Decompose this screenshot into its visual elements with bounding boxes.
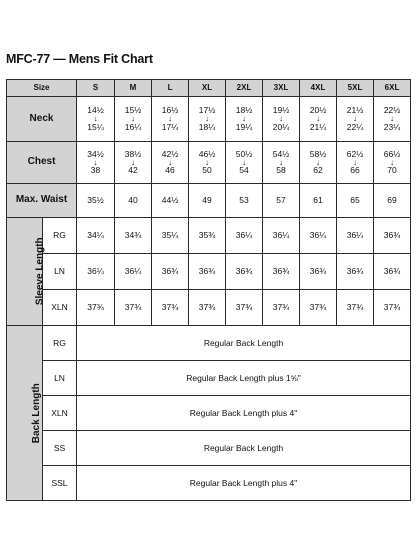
waist-cell: 65 (337, 184, 374, 218)
back-length-row (7, 396, 411, 431)
size-header-label: Size (7, 80, 77, 97)
size-col-header: S (77, 80, 115, 97)
neck-cell: 19½ ↓ 20¼ (263, 97, 300, 142)
sleeve-cell: 35¼ (152, 218, 189, 254)
waist-cell: 61 (300, 184, 337, 218)
neck-row (7, 97, 411, 142)
sleeve-cell: 36¾ (300, 254, 337, 290)
chest-cell: 66½ ↓ 70 (374, 142, 411, 184)
neck-cell: 21½ ↓ 22¼ (337, 97, 374, 142)
down-arrow-icon: ↓ (242, 157, 247, 167)
chest-cell: 42½ ↓ 46 (152, 142, 189, 184)
down-arrow-icon: ↓ (93, 114, 98, 124)
neck-cell: 16½ ↓ 17¼ (152, 97, 189, 142)
sleeve-cell: 36¾ (189, 254, 226, 290)
back-length-value: Regular Back Length (77, 326, 411, 361)
back-length-value: Regular Back Length plus 1⅝" (77, 361, 411, 396)
down-arrow-icon: ↓ (168, 114, 173, 124)
back-length-value: Regular Back Length plus 4" (77, 396, 411, 431)
size-col-header: 3XL (263, 80, 300, 97)
chest-cell: 34½ ↓ 38 (77, 142, 115, 184)
down-arrow-icon: ↓ (390, 157, 395, 167)
sleeve-cell: 37¾ (115, 290, 152, 326)
down-arrow-icon: ↓ (353, 157, 358, 167)
size-header-row (7, 80, 411, 97)
sleeve-cell: 36¾ (374, 254, 411, 290)
neck-cell: 22½ ↓ 23¼ (374, 97, 411, 142)
neck-label: Neck (7, 97, 77, 142)
chest-cell: 46½ ↓ 50 (189, 142, 226, 184)
chest-label: Chest (7, 142, 77, 184)
sleeve-cell: 37¾ (226, 290, 263, 326)
down-arrow-icon: ↓ (353, 114, 358, 124)
size-col-header: 6XL (374, 80, 411, 97)
chest-cell: 54½ ↓ 58 (263, 142, 300, 184)
back-length-code: SS (43, 431, 77, 466)
size-col-header: 4XL (300, 80, 337, 97)
sleeve-cell: 37¾ (374, 290, 411, 326)
neck-cell: 20½ ↓ 21¼ (300, 97, 337, 142)
waist-cell: 53 (226, 184, 263, 218)
sleeve-cell: 36¾ (263, 254, 300, 290)
sleeve-cell: 36¼ (226, 218, 263, 254)
sleeve-cell: 36¼ (115, 254, 152, 290)
sleeve-code: RG (43, 218, 77, 254)
sleeve-cell: 35¾ (189, 218, 226, 254)
sleeve-cell: 37¾ (300, 290, 337, 326)
chest-cell: 50½ ↓ 54 (226, 142, 263, 184)
down-arrow-icon: ↓ (93, 157, 98, 167)
down-arrow-icon: ↓ (316, 114, 321, 124)
down-arrow-icon: ↓ (279, 114, 284, 124)
waist-cell: 35½ (77, 184, 115, 218)
down-arrow-icon: ↓ (279, 157, 284, 167)
neck-cell: 14½ ↓ 15¼ (77, 97, 115, 142)
waist-label: Max. Waist (7, 184, 77, 218)
chest-row (7, 142, 411, 184)
chest-cell: 38½ ↓ 42 (115, 142, 152, 184)
sleeve-cell: 37¾ (189, 290, 226, 326)
sleeve-code: XLN (43, 290, 77, 326)
sleeve-cell: 36¼ (77, 254, 115, 290)
sleeve-cell: 36¾ (374, 218, 411, 254)
back-length-value: Regular Back Length plus 4" (77, 466, 411, 501)
sleeve-cell: 36¼ (263, 218, 300, 254)
sleeve-cell: 34¼ (77, 218, 115, 254)
sleeve-cell: 36¾ (226, 254, 263, 290)
sleeve-row (7, 218, 411, 254)
back-length-row (7, 466, 411, 501)
sleeve-cell: 36¾ (152, 254, 189, 290)
waist-cell: 40 (115, 184, 152, 218)
down-arrow-icon: ↓ (242, 114, 247, 124)
back-length-row (7, 326, 411, 361)
neck-cell: 15½ ↓ 16¼ (115, 97, 152, 142)
sleeve-row (7, 254, 411, 290)
neck-cell: 18½ ↓ 19¼ (226, 97, 263, 142)
waist-cell: 49 (189, 184, 226, 218)
down-arrow-icon: ↓ (390, 114, 395, 124)
back-length-code: RG (43, 326, 77, 361)
sleeve-cell: 36¼ (300, 218, 337, 254)
down-arrow-icon: ↓ (168, 157, 173, 167)
size-col-header: 5XL (337, 80, 374, 97)
sleeve-code: LN (43, 254, 77, 290)
size-col-header: XL (189, 80, 226, 97)
size-col-header: M (115, 80, 152, 97)
sleeve-length-label: Sleeve Length (7, 218, 43, 326)
chest-cell: 62½ ↓ 66 (337, 142, 374, 184)
waist-cell: 44½ (152, 184, 189, 218)
down-arrow-icon: ↓ (131, 114, 136, 124)
sleeve-row (7, 290, 411, 326)
back-length-code: XLN (43, 396, 77, 431)
waist-row (7, 184, 411, 218)
sleeve-cell: 37¾ (77, 290, 115, 326)
down-arrow-icon: ↓ (316, 157, 321, 167)
down-arrow-icon: ↓ (131, 157, 136, 167)
back-length-row (7, 361, 411, 396)
neck-cell: 17½ ↓ 18¼ (189, 97, 226, 142)
sleeve-cell: 36¾ (337, 254, 374, 290)
chest-cell: 58½ ↓ 62 (300, 142, 337, 184)
sleeve-cell: 34¾ (115, 218, 152, 254)
sleeve-cell: 37¾ (263, 290, 300, 326)
waist-cell: 57 (263, 184, 300, 218)
fit-chart-table (6, 79, 411, 501)
waist-cell: 69 (374, 184, 411, 218)
down-arrow-icon: ↓ (205, 157, 210, 167)
size-col-header: 2XL (226, 80, 263, 97)
back-length-value: Regular Back Length (77, 431, 411, 466)
back-length-label: Back Length (7, 326, 43, 501)
size-col-header: L (152, 80, 189, 97)
down-arrow-icon: ↓ (205, 114, 210, 124)
back-length-code: SSL (43, 466, 77, 501)
sleeve-cell: 36¼ (337, 218, 374, 254)
page-title: MFC-77 — Mens Fit Chart (6, 52, 153, 66)
sleeve-cell: 37¾ (337, 290, 374, 326)
back-length-row (7, 431, 411, 466)
back-length-code: LN (43, 361, 77, 396)
sleeve-cell: 37¾ (152, 290, 189, 326)
